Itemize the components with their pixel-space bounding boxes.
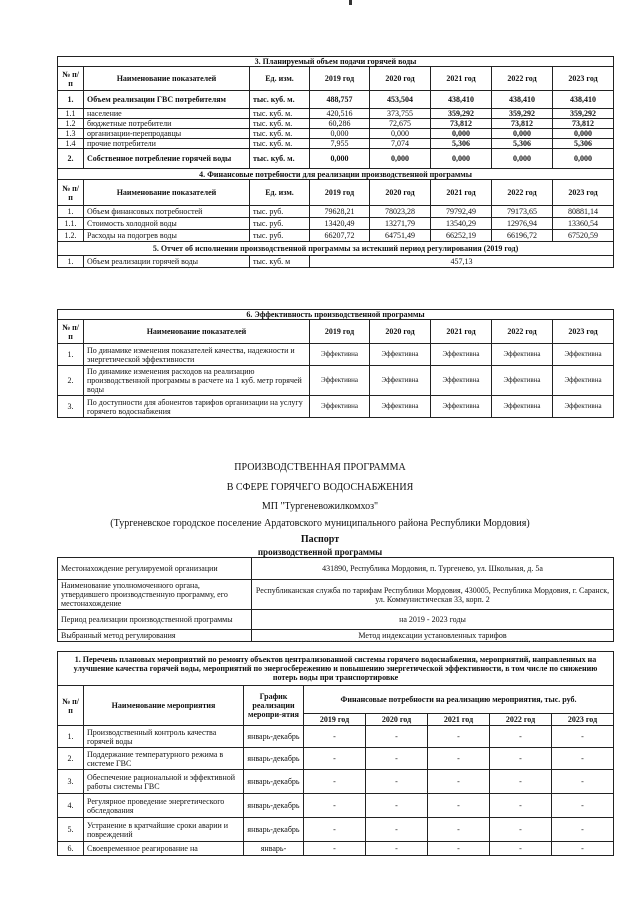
table-cell: Поддержание температурного режима в системе ГВС: [84, 748, 244, 770]
table-cell: 0,000: [431, 149, 492, 169]
header-year: 2021 год: [431, 67, 492, 91]
table-cell: Эффективна: [370, 344, 431, 366]
table-row: [58, 580, 614, 610]
table-cell: 13540,29: [431, 218, 492, 230]
table-cell: 7,074: [370, 139, 431, 149]
table-cell: -: [366, 794, 428, 818]
table-cell: 1.3: [58, 129, 84, 139]
table-cell: 66252,19: [431, 230, 492, 242]
table-cell: -: [366, 748, 428, 770]
table-cell: 2022 год: [492, 320, 553, 344]
header-year: 2022 год: [492, 67, 553, 91]
table-cell: 2.: [58, 366, 84, 396]
table-cell: Республиканская служба по тарифам Республики Мордовия, 430005, Республика Мордовия, г. Саранск, ул. Коммунистическая 33, корп. 2: [252, 580, 614, 610]
table-cell: 4.: [58, 794, 84, 818]
table-cell: 0,000: [310, 129, 370, 139]
table-cell: Выбранный метод регулирования: [58, 630, 252, 642]
table-cell: 2021 год: [431, 180, 492, 206]
table-cell: По доступности для абонентов тарифов организации на услугу горячего водоснабжения: [84, 396, 310, 418]
table-cell: Эффективна: [310, 366, 370, 396]
table-cell: Объем реализации горячей воды: [84, 256, 250, 268]
table-cell: -: [304, 770, 366, 794]
table-cell: Эффективна: [431, 366, 492, 396]
table-cell: -: [552, 726, 614, 748]
table-cell: Эффективна: [492, 396, 553, 418]
table-cell: Стоимость холодной воды: [84, 218, 250, 230]
table-cell: тыс. куб. м.: [250, 139, 310, 149]
table-cell: -: [490, 842, 552, 856]
table-cell: -: [552, 770, 614, 794]
table-cell: № п/п: [58, 686, 84, 726]
table-header-row: [58, 686, 614, 714]
table-cell: тыс. куб. м.: [250, 109, 310, 119]
table-cell: Эффективна: [431, 396, 492, 418]
table-cell: 6.: [58, 842, 84, 856]
program-subtitle: В СФЕРЕ ГОРЯЧЕГО ВОДОСНАБЖЕНИЯ: [226, 482, 414, 493]
table-row: [58, 109, 614, 119]
table-cell: 0,000: [492, 149, 553, 169]
table-cell: -: [428, 748, 490, 770]
table-cell: Объем финансовых потребностей: [84, 206, 250, 218]
table-cell: 2.: [58, 149, 84, 169]
table-row: [58, 230, 614, 242]
table-header-row: [58, 57, 614, 67]
table-cell: 1.: [58, 206, 84, 218]
table-row: [58, 91, 614, 109]
table-cell: 13360,54: [553, 218, 614, 230]
table-cell: Ед. изм.: [250, 180, 310, 206]
table-cell: 2023 год: [553, 180, 614, 206]
table-cell: тыс. куб. м: [250, 256, 310, 268]
table-cell: 2021 год: [428, 714, 490, 726]
table-cell: -: [428, 794, 490, 818]
header-year: 2020 год: [370, 67, 431, 91]
table-cell: -: [428, 726, 490, 748]
table-cell: Метод индексации установленных тарифов: [252, 630, 614, 642]
table-measures: [57, 651, 614, 856]
table-cell: Наименование мероприятия: [84, 686, 244, 726]
table-cell: -: [366, 770, 428, 794]
table-row: [58, 630, 614, 642]
table-cell: 453,504: [370, 91, 431, 109]
table-cell: График реализации меропри-ятия: [244, 686, 304, 726]
table-cell: 438,410: [492, 91, 553, 109]
table-row: [58, 129, 614, 139]
table-cell: 2.: [58, 748, 84, 770]
table-cell: 5,306: [553, 139, 614, 149]
table-cell: 1.: [58, 91, 84, 109]
table-cell: 2023 год: [552, 714, 614, 726]
table-cell: -: [304, 818, 366, 842]
table-row: [58, 842, 614, 856]
table-row: [58, 396, 614, 418]
table-cell: -: [552, 794, 614, 818]
table-row: [58, 726, 614, 748]
table-cell: Производственный контроль качества горячей воды: [84, 726, 244, 748]
table-cell: 66196,72: [492, 230, 553, 242]
table6-title: 6. Эффективность производственной программы: [58, 310, 614, 320]
table-cell: 2020 год: [366, 714, 428, 726]
table1-title: 1. Перечень плановых мероприятий по ремонту объектов централизованной системы горячего водоснабжения, мероприятий, направленных на улучшение качества горячей воды, мероприятий по энергосбережению и повышению энергетической эффективности, в том числе по снижению потерь воды при транспортировке: [58, 652, 614, 686]
table-cell: 79792,49: [431, 206, 492, 218]
table-row: [58, 558, 614, 580]
table-cell: 1.: [58, 344, 84, 366]
table-cell: 1.: [58, 256, 84, 268]
table-row: [58, 748, 614, 770]
table-cell: 1.2.: [58, 230, 84, 242]
table-row: [58, 206, 614, 218]
table-cell: 3.: [58, 770, 84, 794]
table-cell: тыс. руб.: [250, 206, 310, 218]
table-cell: январь-декабрь: [244, 770, 304, 794]
table-cell: Эффективна: [492, 344, 553, 366]
table3-title: 3. Планируемый объем подачи горячей воды: [58, 57, 614, 67]
table-cell: прочие потребители: [84, 139, 250, 149]
table-efficiency: [57, 309, 614, 418]
table-cell: Эффективна: [553, 396, 614, 418]
table-cell: 1.4: [58, 139, 84, 149]
header-unit: Ед. изм.: [250, 67, 310, 91]
table-cell: -: [490, 726, 552, 748]
table-cell: -: [490, 770, 552, 794]
table-cell: -: [490, 818, 552, 842]
program-title: ПРОИЗВОДСТВЕННАЯ ПРОГРАММА: [234, 462, 406, 473]
table-cell: 0,000: [553, 149, 614, 169]
table-cell: 2019 год: [310, 320, 370, 344]
passport-title: Паспорт: [300, 534, 340, 545]
table-row: [58, 256, 614, 268]
table-cell: По динамике изменения показателей качества, надежности и энергетической эффективности: [84, 344, 310, 366]
table-cell: тыс. куб. м.: [250, 149, 310, 169]
table-cell: -: [304, 794, 366, 818]
table-cell: 359,292: [553, 109, 614, 119]
table-cell: -: [304, 726, 366, 748]
table-cell: -: [304, 748, 366, 770]
table-cell: тыс. руб.: [250, 230, 310, 242]
table-row: [58, 119, 614, 129]
table-cell: Устранение в кратчайшие сроки аварии и повреждений: [84, 818, 244, 842]
table-cell: 2020 год: [370, 180, 431, 206]
table-cell: Наименование уполномоченного органа, утвердившего производственную программу, его местонахождение: [58, 580, 252, 610]
table-cell: 0,000: [553, 129, 614, 139]
table-cell: -: [552, 842, 614, 856]
table-cell: 78023,28: [370, 206, 431, 218]
organization-name: МП "Тургеневожилкомхоз": [261, 501, 379, 512]
organization-location: (Тургеневское городское поселение Ардатовского муниципального района Республики Мордовия): [110, 518, 530, 529]
table-cell: 2020 год: [370, 320, 431, 344]
table-cell: на 2019 - 2023 годы: [252, 610, 614, 630]
table-cell: -: [366, 818, 428, 842]
table-cell: тыс. куб. м.: [250, 119, 310, 129]
table-cell: -: [552, 818, 614, 842]
table-row: [58, 610, 614, 630]
table-cell: Обеспечение рациональной и эффективной работы системы ГВС: [84, 770, 244, 794]
table-cell: Эффективна: [310, 344, 370, 366]
table-cell: Эффективна: [553, 344, 614, 366]
table-cell: Эффективна: [431, 344, 492, 366]
table-cell: 2019 год: [304, 714, 366, 726]
table-cell: Наименование показателей: [84, 180, 250, 206]
table-cell: Регулярное проведение энергетического обследования: [84, 794, 244, 818]
table-row: [58, 818, 614, 842]
table-cell: 2019 год: [310, 180, 370, 206]
table-row: [58, 770, 614, 794]
table-cell: бюджетные потребители: [84, 119, 250, 129]
table-cell: 2022 год: [492, 180, 553, 206]
table-cell: 72,675: [370, 119, 431, 129]
table-cell: Собственное потребление горячей воды: [84, 149, 250, 169]
table-header-row: [58, 169, 614, 180]
table-cell: 359,292: [431, 109, 492, 119]
table-cell: -: [366, 842, 428, 856]
table-cell: 73,812: [431, 119, 492, 129]
table-cell: -: [428, 842, 490, 856]
table-cell: население: [84, 109, 250, 119]
table-cell: 488,757: [310, 91, 370, 109]
header-year: 2023 год: [553, 67, 614, 91]
table-cell: 438,410: [431, 91, 492, 109]
page-number-mark: [349, 0, 352, 5]
table-cell: 67520,59: [553, 230, 614, 242]
table-cell: Финансовые потребности на реализацию мероприятия, тыс. руб.: [304, 686, 614, 714]
table-cell: тыс. куб. м.: [250, 129, 310, 139]
table-cell: 73,812: [492, 119, 553, 129]
table-cell: Объем реализации ГВС потребителям: [84, 91, 250, 109]
table-cell: 60,286: [310, 119, 370, 129]
table-cell: № п/п: [58, 320, 84, 344]
table-cell: 0,000: [431, 129, 492, 139]
table-cell: -: [428, 818, 490, 842]
table-cell: 5.: [58, 818, 84, 842]
table-cell: 431890, Республика Мордовия, п. Тургенево, ул. Школьная, д. 5а: [252, 558, 614, 580]
table-cell: 5,306: [431, 139, 492, 149]
table-cell: январь-декабрь: [244, 726, 304, 748]
table-cell: тыс. руб.: [250, 218, 310, 230]
table-row: [58, 139, 614, 149]
table-cell: 438,410: [553, 91, 614, 109]
table-cell: По динамике изменения расходов на реализацию производственной программы в расчете на 1 куб. метр горячей воды: [84, 366, 310, 396]
table-header-row: [58, 310, 614, 320]
table-cell: Расходы на подогрев воды: [84, 230, 250, 242]
table-cell: 7,955: [310, 139, 370, 149]
table-cell: Эффективна: [553, 366, 614, 396]
table4-title: 4. Финансовые потребности для реализации производственной программы: [58, 169, 614, 180]
table-cell: 1.: [58, 726, 84, 748]
table-cell: январь-: [244, 842, 304, 856]
table-cell: -: [490, 794, 552, 818]
table-row: [58, 149, 614, 169]
table-cell: -: [428, 770, 490, 794]
table-cell: № п/п: [58, 180, 84, 206]
table-cell: 0,000: [310, 149, 370, 169]
table-cell: -: [304, 842, 366, 856]
table-cell: 457,13: [310, 256, 614, 268]
table-header-row: [58, 67, 614, 91]
table-cell: Период реализации производственной программы: [58, 610, 252, 630]
table-cell: Эффективна: [370, 396, 431, 418]
header-name: Наименование показателей: [84, 67, 250, 91]
table-planned-volume: [57, 56, 614, 268]
table-cell: 3.: [58, 396, 84, 418]
table-row: [58, 344, 614, 366]
table-cell: 80881,14: [553, 206, 614, 218]
table-row: [58, 794, 614, 818]
table-row: [58, 218, 614, 230]
table-cell: январь-декабрь: [244, 818, 304, 842]
table-cell: 12976,94: [492, 218, 553, 230]
table-cell: 373,755: [370, 109, 431, 119]
passport-table: [57, 557, 614, 642]
table-cell: организации-перепродавцы: [84, 129, 250, 139]
table-cell: 5,306: [492, 139, 553, 149]
table-cell: январь-декабрь: [244, 794, 304, 818]
table-cell: Наименование показателей: [84, 320, 310, 344]
table-cell: 359,292: [492, 109, 553, 119]
table-cell: Местонахождение регулируемой организации: [58, 558, 252, 580]
table-cell: январь-декабрь: [244, 748, 304, 770]
table-cell: -: [490, 748, 552, 770]
table-cell: 0,000: [492, 129, 553, 139]
table-header-row: [58, 320, 614, 344]
table-cell: 2021 год: [431, 320, 492, 344]
table-cell: 64751,49: [370, 230, 431, 242]
table-cell: 13420,49: [310, 218, 370, 230]
table-header-row: [58, 652, 614, 686]
table-cell: Эффективна: [370, 366, 431, 396]
table-cell: 13271,79: [370, 218, 431, 230]
table-cell: -: [366, 726, 428, 748]
table-cell: Эффективна: [310, 396, 370, 418]
table-row: [58, 366, 614, 396]
table-cell: 66207,72: [310, 230, 370, 242]
table-cell: Эффективна: [492, 366, 553, 396]
table-cell: 2023 год: [553, 320, 614, 344]
table-cell: тыс. куб. м.: [250, 91, 310, 109]
table-cell: 2022 год: [490, 714, 552, 726]
table-cell: 0,000: [370, 149, 431, 169]
table-cell: 420,516: [310, 109, 370, 119]
table-header-row: [58, 180, 614, 206]
table-cell: 0,000: [370, 129, 431, 139]
table5-title: 5. Отчет об исполнении производственной программы за истекший период регулирования (2019 год): [58, 242, 614, 256]
passport-subtitle: производственной программы: [257, 547, 383, 557]
header-num: № п/п: [58, 67, 84, 91]
table-cell: 1.2: [58, 119, 84, 129]
table-header-row: [58, 242, 614, 256]
table-cell: 1.1.: [58, 218, 84, 230]
table-cell: 73,812: [553, 119, 614, 129]
table-cell: 79173,65: [492, 206, 553, 218]
table-cell: Своевременное реагирование на: [84, 842, 244, 856]
table-cell: 79628,21: [310, 206, 370, 218]
table-cell: -: [552, 748, 614, 770]
header-year: 2019 год: [310, 67, 370, 91]
table-cell: 1.1: [58, 109, 84, 119]
